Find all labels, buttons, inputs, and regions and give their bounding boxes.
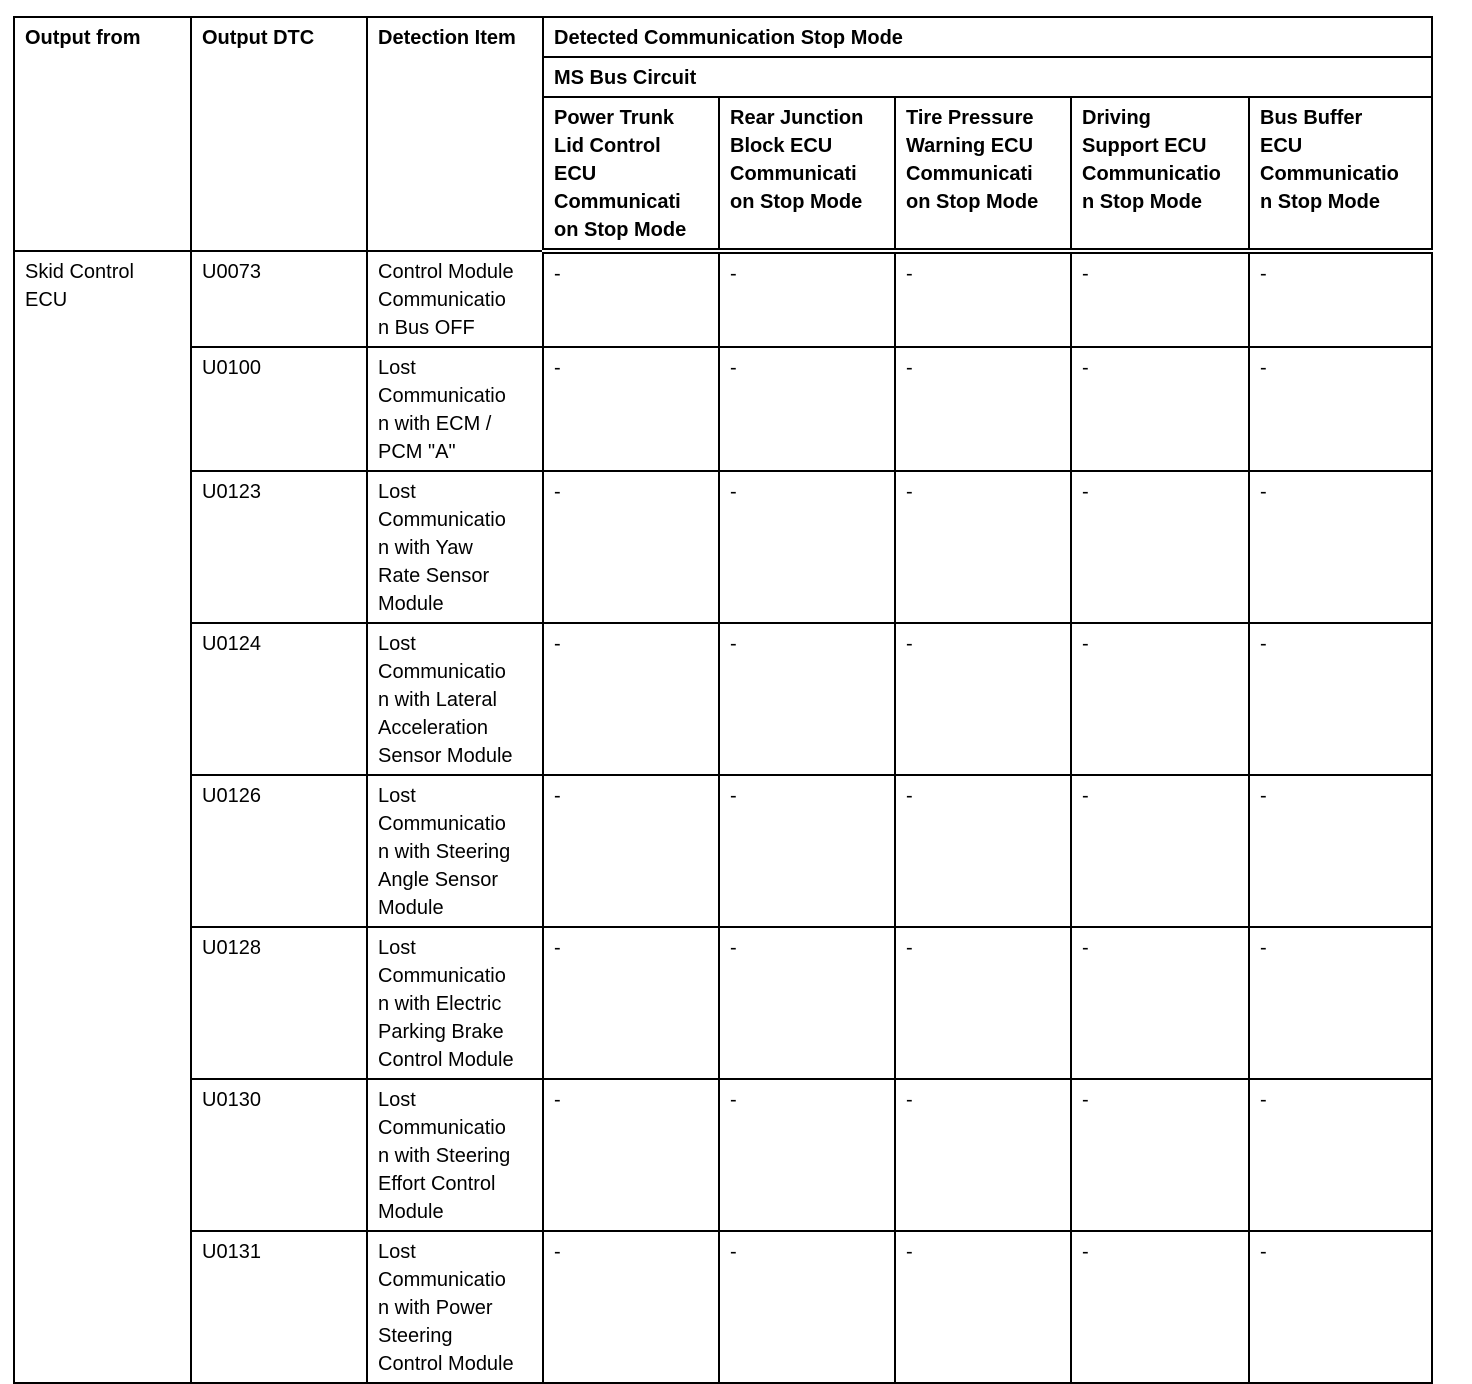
- dtc-cell: U0100: [191, 347, 367, 471]
- mode-value-cell: -: [543, 775, 719, 927]
- dtc-communication-table: [13, 16, 1433, 1384]
- dtc-cell: U0073: [191, 251, 367, 347]
- mode-value-cell: -: [719, 775, 895, 927]
- dtc-cell: U0130: [191, 1079, 367, 1231]
- detection-item-cell: Lost Communicatio n with Steering Angle Sensor Module: [367, 775, 543, 927]
- header-mode-power-trunk: Power Trunk Lid Control ECU Communicati on Stop Mode: [543, 97, 719, 251]
- detection-item-cell: Lost Communicatio n with ECM / PCM "A": [367, 347, 543, 471]
- mode-value-cell: -: [1071, 1231, 1249, 1383]
- header-mode-tire-pressure: Tire Pressure Warning ECU Communicati on Stop Mode: [895, 97, 1071, 251]
- mode-value-cell: -: [543, 347, 719, 471]
- dtc-cell: U0131: [191, 1231, 367, 1383]
- table-row: [14, 1231, 1432, 1383]
- dtc-cell: U0123: [191, 471, 367, 623]
- header-detected-mode: Detected Communication Stop Mode: [543, 17, 1432, 57]
- mode-value-cell: -: [895, 1231, 1071, 1383]
- header-bus-circuit: MS Bus Circuit: [543, 57, 1432, 97]
- header-mode-bus-buffer: Bus Buffer ECU Communicatio n Stop Mode: [1249, 97, 1432, 251]
- mode-value-cell: -: [895, 927, 1071, 1079]
- mode-value-cell: -: [1071, 347, 1249, 471]
- table-row: [14, 1079, 1432, 1231]
- detection-item-cell: Lost Communicatio n with Yaw Rate Sensor Module: [367, 471, 543, 623]
- mode-value-cell: -: [1071, 471, 1249, 623]
- table-row: [14, 251, 1432, 347]
- detection-item-cell: Lost Communicatio n with Lateral Acceleration Sensor Module: [367, 623, 543, 775]
- mode-value-cell: -: [719, 1079, 895, 1231]
- table-row: [14, 347, 1432, 471]
- header-row-1: [14, 17, 1432, 57]
- header-mode-driving-support: Driving Support ECU Communicatio n Stop Mode: [1071, 97, 1249, 251]
- mode-value-cell: -: [895, 775, 1071, 927]
- mode-value-cell: -: [1071, 1079, 1249, 1231]
- table-row: [14, 775, 1432, 927]
- output-from-cell: Skid Control ECU: [14, 251, 191, 1383]
- mode-value-cell: -: [1249, 927, 1432, 1079]
- mode-value-cell: -: [1249, 471, 1432, 623]
- mode-value-cell: -: [543, 1079, 719, 1231]
- header-output-dtc: Output DTC: [191, 17, 367, 251]
- mode-value-cell: -: [1249, 1231, 1432, 1383]
- mode-value-cell: -: [719, 347, 895, 471]
- mode-value-cell: -: [895, 347, 1071, 471]
- mode-value-cell: -: [1249, 251, 1432, 347]
- header-mode-rear-junction: Rear Junction Block ECU Communicati on Stop Mode: [719, 97, 895, 251]
- table-row: [14, 623, 1432, 775]
- detection-item-cell: Lost Communicatio n with Electric Parking Brake Control Module: [367, 927, 543, 1079]
- dtc-cell: U0124: [191, 623, 367, 775]
- mode-value-cell: -: [543, 623, 719, 775]
- mode-value-cell: -: [895, 251, 1071, 347]
- mode-value-cell: -: [895, 1079, 1071, 1231]
- mode-value-cell: -: [719, 927, 895, 1079]
- table-row: [14, 927, 1432, 1079]
- mode-value-cell: -: [543, 1231, 719, 1383]
- dtc-cell: U0126: [191, 775, 367, 927]
- mode-value-cell: -: [1249, 775, 1432, 927]
- mode-value-cell: -: [1249, 1079, 1432, 1231]
- mode-value-cell: -: [895, 471, 1071, 623]
- mode-value-cell: -: [895, 623, 1071, 775]
- table-row: [14, 471, 1432, 623]
- header-detection-item: Detection Item: [367, 17, 543, 251]
- mode-value-cell: -: [1071, 775, 1249, 927]
- mode-value-cell: -: [543, 251, 719, 347]
- mode-value-cell: -: [1249, 623, 1432, 775]
- mode-value-cell: -: [719, 471, 895, 623]
- mode-value-cell: -: [1071, 623, 1249, 775]
- detection-item-cell: Control Module Communicatio n Bus OFF: [367, 251, 543, 347]
- mode-value-cell: -: [719, 1231, 895, 1383]
- mode-value-cell: -: [1071, 251, 1249, 347]
- mode-value-cell: -: [543, 471, 719, 623]
- dtc-cell: U0128: [191, 927, 367, 1079]
- mode-value-cell: -: [1249, 347, 1432, 471]
- mode-value-cell: -: [719, 251, 895, 347]
- mode-value-cell: -: [719, 623, 895, 775]
- mode-value-cell: -: [543, 927, 719, 1079]
- header-output-from: Output from: [14, 17, 191, 251]
- detection-item-cell: Lost Communicatio n with Power Steering Control Module: [367, 1231, 543, 1383]
- detection-item-cell: Lost Communicatio n with Steering Effort Control Module: [367, 1079, 543, 1231]
- mode-value-cell: -: [1071, 927, 1249, 1079]
